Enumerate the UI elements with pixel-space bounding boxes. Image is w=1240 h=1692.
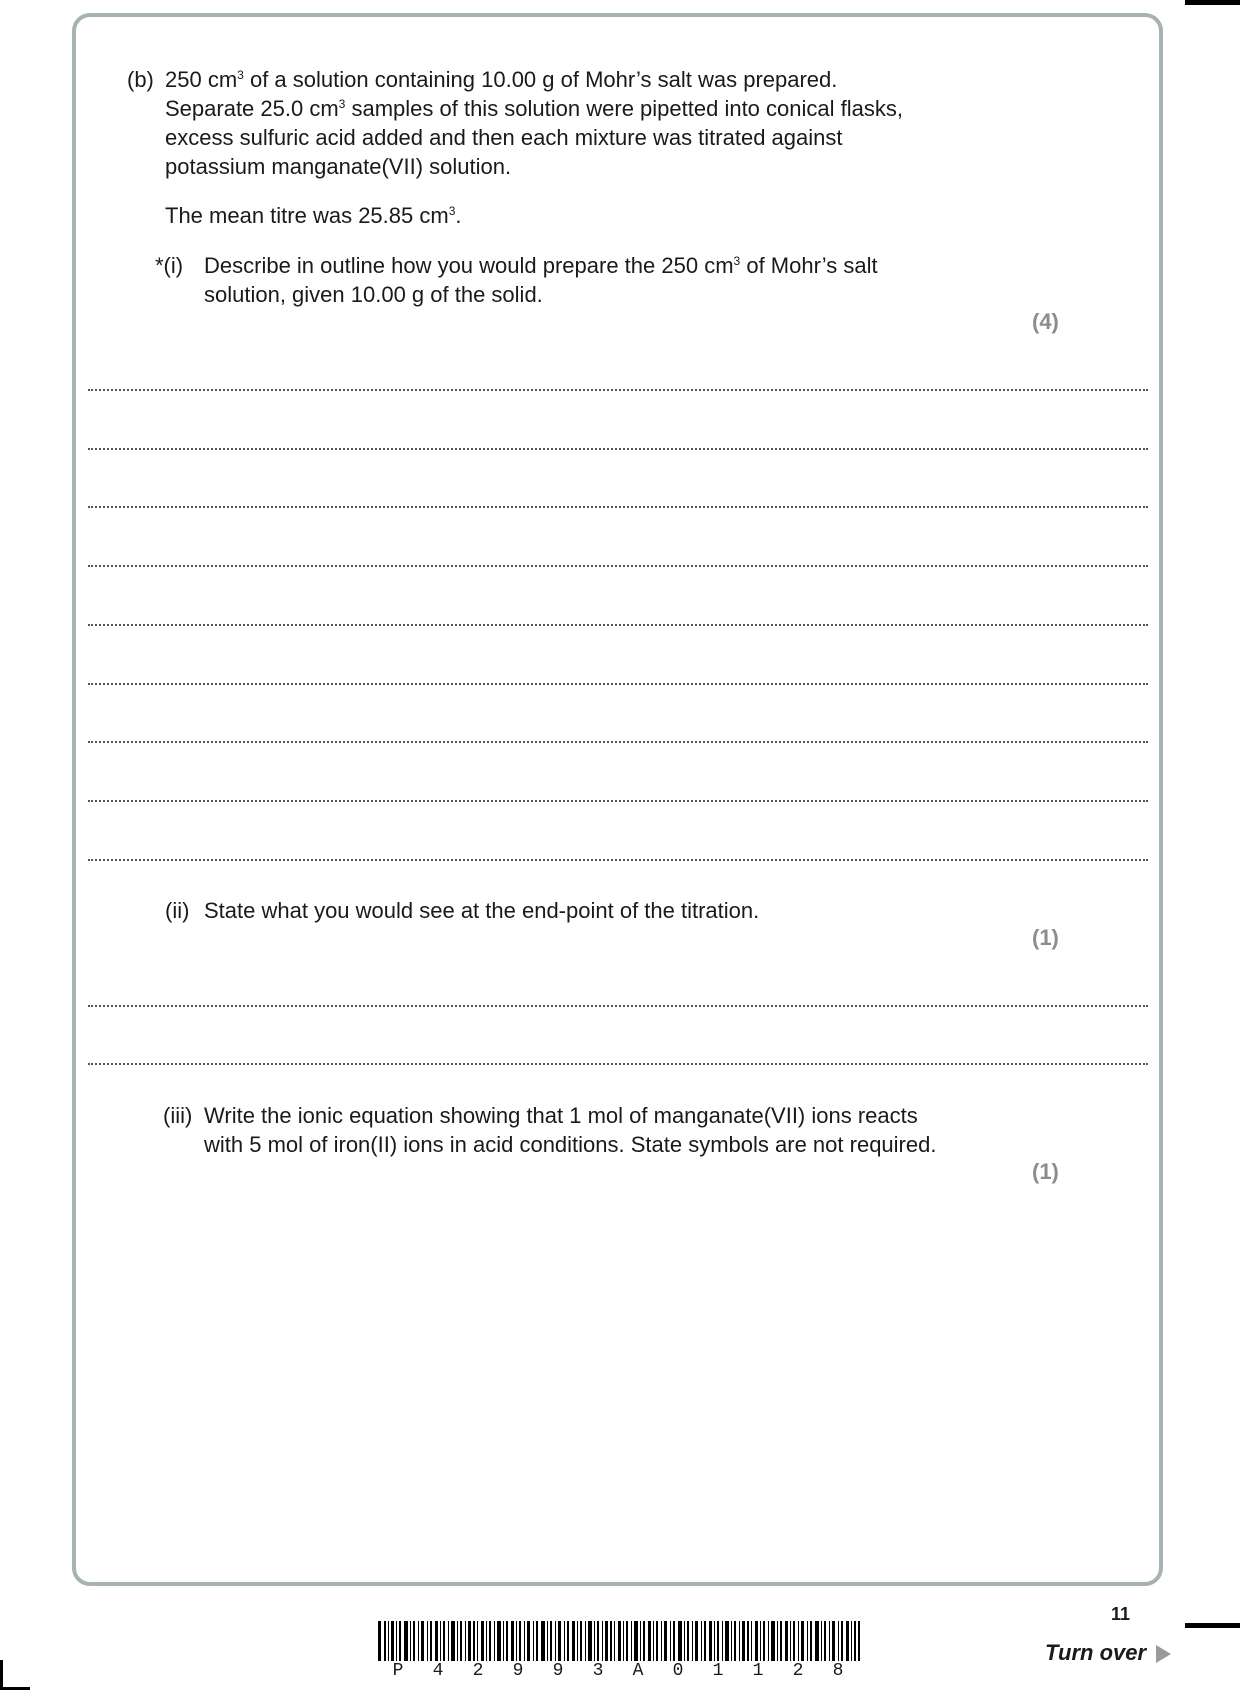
answer-line[interactable] xyxy=(88,448,1148,450)
turn-over-arrow-icon xyxy=(1156,1645,1171,1663)
part-i-line-1: Describe in outline how you would prepare the 250 $cm^3$ of Mohr’s salt xyxy=(204,253,878,278)
answer-line[interactable] xyxy=(88,800,1148,802)
answer-line[interactable] xyxy=(88,565,1148,567)
barcode-char: 9 xyxy=(552,1661,564,1681)
answer-line[interactable] xyxy=(88,1063,1148,1065)
barcode-char: P xyxy=(392,1661,404,1681)
answer-line[interactable] xyxy=(88,859,1148,861)
intro-line-4: potassium manganate(VII) solution. xyxy=(165,154,512,179)
mean-titre: The mean titre was 25.85 $cm^3$. xyxy=(165,203,462,228)
registration-mark-bottom-left xyxy=(0,1687,30,1690)
part-i-label: *(i) xyxy=(155,253,184,278)
barcode-char: 2 xyxy=(472,1661,484,1681)
answer-line[interactable] xyxy=(88,389,1148,391)
intro-line-2: Separate 25.0 $cm^3$ samples of this solution were pipetted into conical flasks, xyxy=(165,96,903,121)
part-iii-line-2: with 5 mol of iron(II) ions in acid conditions. State symbols are not required. xyxy=(204,1132,937,1157)
barcode-char: 8 xyxy=(832,1661,844,1681)
answer-line[interactable] xyxy=(88,1005,1148,1007)
answer-line[interactable] xyxy=(88,683,1148,685)
answer-line[interactable] xyxy=(88,506,1148,508)
barcode-char: A xyxy=(632,1661,644,1681)
registration-mark-bottom-right xyxy=(1185,1623,1240,1628)
page-number: 11 xyxy=(1110,1604,1130,1624)
barcode-char: 9 xyxy=(512,1661,524,1681)
barcode-char: 3 xyxy=(592,1661,604,1681)
barcode xyxy=(378,1621,860,1661)
part-iii-marks: (1) xyxy=(1032,1159,1059,1184)
barcode-text xyxy=(378,1661,858,1681)
part-iii-line-1: Write the ionic equation showing that 1 mol of manganate(VII) ions reacts xyxy=(204,1103,918,1128)
part-ii-label: (ii) xyxy=(165,898,190,923)
turn-over-label: Turn over xyxy=(1045,1640,1147,1665)
part-i-line-2: solution, given 10.00 g of the solid. xyxy=(204,282,543,307)
intro-line-3: excess sulfuric acid added and then each mixture was titrated against xyxy=(165,125,843,150)
intro-line-1: 250 $cm^3$ of a solution containing 10.00 g of Mohr’s salt was prepared. xyxy=(165,67,838,92)
barcode-char: 1 xyxy=(712,1661,724,1681)
part-i-marks: (4) xyxy=(1032,309,1059,334)
part-b-label: (b) xyxy=(127,67,154,92)
answer-line[interactable] xyxy=(88,624,1148,626)
barcode-char: 4 xyxy=(432,1661,444,1681)
part-ii-marks: (1) xyxy=(1032,925,1059,950)
registration-mark-top-right xyxy=(1185,0,1240,5)
barcode-char: 1 xyxy=(752,1661,764,1681)
barcode-char: 0 xyxy=(672,1661,684,1681)
registration-mark-bottom-left-v xyxy=(0,1660,3,1690)
barcode-char: 2 xyxy=(792,1661,804,1681)
part-ii-line-1: State what you would see at the end-point of the titration. xyxy=(204,898,760,923)
part-iii-label: (iii) xyxy=(163,1103,193,1128)
answer-line[interactable] xyxy=(88,741,1148,743)
